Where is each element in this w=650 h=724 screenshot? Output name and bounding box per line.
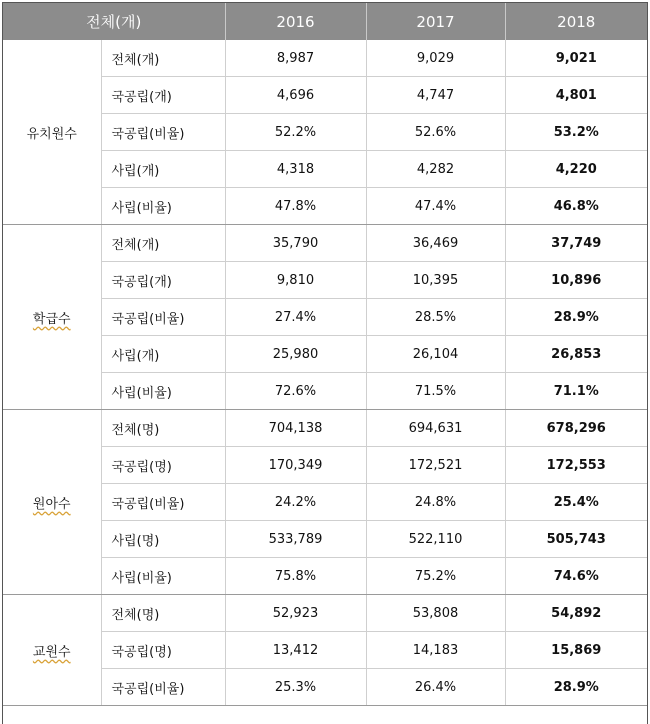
value-cell-2017: 9,029	[366, 40, 505, 77]
header-row	[3, 3, 647, 40]
value-cell-2017: 36,469	[366, 225, 505, 262]
value-cell-2016: 47.8%	[225, 188, 366, 225]
group-label-cell	[3, 595, 101, 706]
value-cell-2017: 10,395	[366, 262, 505, 299]
value-cell-2017: 75.2%	[366, 558, 505, 595]
value-cell-2017: 4,282	[366, 151, 505, 188]
value-cell-2017: 53,808	[366, 595, 505, 632]
value-cell-2017: 71.5%	[366, 373, 505, 410]
value-cell-2016: 9,810	[225, 262, 366, 299]
value-cell-2017: 4,747	[366, 77, 505, 114]
value-cell-2018: 4,220	[505, 151, 647, 188]
header-year-2018: 2018	[505, 3, 647, 40]
value-cell-2016: 25.3%	[225, 669, 366, 706]
value-cell-2018: 28.9%	[505, 669, 647, 706]
table-row	[3, 225, 647, 262]
value-cell-2017: 24.8%	[366, 484, 505, 521]
header-category: 전체(개)	[3, 3, 225, 40]
value-cell-2018: 4,801	[505, 77, 647, 114]
row-label: 사립(비율)	[101, 373, 225, 410]
value-cell-2017: 47.4%	[366, 188, 505, 225]
value-cell-2017: 28.5%	[366, 299, 505, 336]
row-label: 국공립(비율)	[101, 114, 225, 151]
value-cell-2018: 15,869	[505, 632, 647, 669]
value-cell-2016: 27.4%	[225, 299, 366, 336]
value-cell-2016: 8,987	[225, 40, 366, 77]
value-cell-2016: 4,696	[225, 77, 366, 114]
row-label: 국공립(비율)	[101, 669, 225, 706]
value-cell-2016: 52,923	[225, 595, 366, 632]
row-label: 전체(개)	[101, 40, 225, 77]
value-cell-2018: 74.6%	[505, 558, 647, 595]
table-body	[3, 40, 647, 706]
value-cell-2018: 505,743	[505, 521, 647, 558]
value-cell-2018: 37,749	[505, 225, 647, 262]
value-cell-2018: 25.4%	[505, 484, 647, 521]
value-cell-2016: 24.2%	[225, 484, 366, 521]
group-label-cell	[3, 225, 101, 410]
row-label: 국공립(비율)	[101, 299, 225, 336]
row-label: 사립(개)	[101, 336, 225, 373]
value-cell-2018: 26,853	[505, 336, 647, 373]
value-cell-2016: 52.2%	[225, 114, 366, 151]
group-label: 교원수	[32, 644, 71, 660]
table-frame	[2, 2, 648, 724]
table-row	[3, 595, 647, 632]
row-label: 국공립(비율)	[101, 484, 225, 521]
value-cell-2018: 172,553	[505, 447, 647, 484]
value-cell-2016: 533,789	[225, 521, 366, 558]
value-cell-2018: 28.9%	[505, 299, 647, 336]
table-header	[3, 3, 647, 40]
row-label: 국공립(명)	[101, 447, 225, 484]
row-label: 사립(개)	[101, 151, 225, 188]
value-cell-2017: 52.6%	[366, 114, 505, 151]
value-cell-2017: 694,631	[366, 410, 505, 447]
group-label-cell	[3, 410, 101, 595]
value-cell-2016: 4,318	[225, 151, 366, 188]
value-cell-2017: 26.4%	[366, 669, 505, 706]
value-cell-2018: 71.1%	[505, 373, 647, 410]
table-row	[3, 40, 647, 77]
value-cell-2018: 54,892	[505, 595, 647, 632]
header-year-2017: 2017	[366, 3, 505, 40]
kindergarten-statistics-table	[3, 3, 647, 706]
value-cell-2018: 46.8%	[505, 188, 647, 225]
value-cell-2016: 72.6%	[225, 373, 366, 410]
row-label: 사립(명)	[101, 521, 225, 558]
row-label: 전체(개)	[101, 225, 225, 262]
value-cell-2017: 522,110	[366, 521, 505, 558]
row-label: 국공립(명)	[101, 632, 225, 669]
value-cell-2018: 9,021	[505, 40, 647, 77]
row-label: 사립(비율)	[101, 188, 225, 225]
value-cell-2017: 172,521	[366, 447, 505, 484]
row-label: 국공립(개)	[101, 77, 225, 114]
group-label: 학급수	[32, 311, 71, 327]
value-cell-2016: 13,412	[225, 632, 366, 669]
group-label: 유치원수	[26, 126, 77, 142]
value-cell-2018: 10,896	[505, 262, 647, 299]
row-label: 국공립(개)	[101, 262, 225, 299]
value-cell-2016: 704,138	[225, 410, 366, 447]
row-label: 전체(명)	[101, 410, 225, 447]
value-cell-2017: 26,104	[366, 336, 505, 373]
row-label: 사립(비율)	[101, 558, 225, 595]
value-cell-2017: 14,183	[366, 632, 505, 669]
value-cell-2016: 75.8%	[225, 558, 366, 595]
value-cell-2016: 170,349	[225, 447, 366, 484]
value-cell-2016: 25,980	[225, 336, 366, 373]
row-label: 전체(명)	[101, 595, 225, 632]
value-cell-2018: 53.2%	[505, 114, 647, 151]
group-label: 원아수	[32, 496, 71, 512]
group-label-cell	[3, 40, 101, 225]
value-cell-2018: 678,296	[505, 410, 647, 447]
value-cell-2016: 35,790	[225, 225, 366, 262]
table-row	[3, 410, 647, 447]
header-year-2016: 2016	[225, 3, 366, 40]
